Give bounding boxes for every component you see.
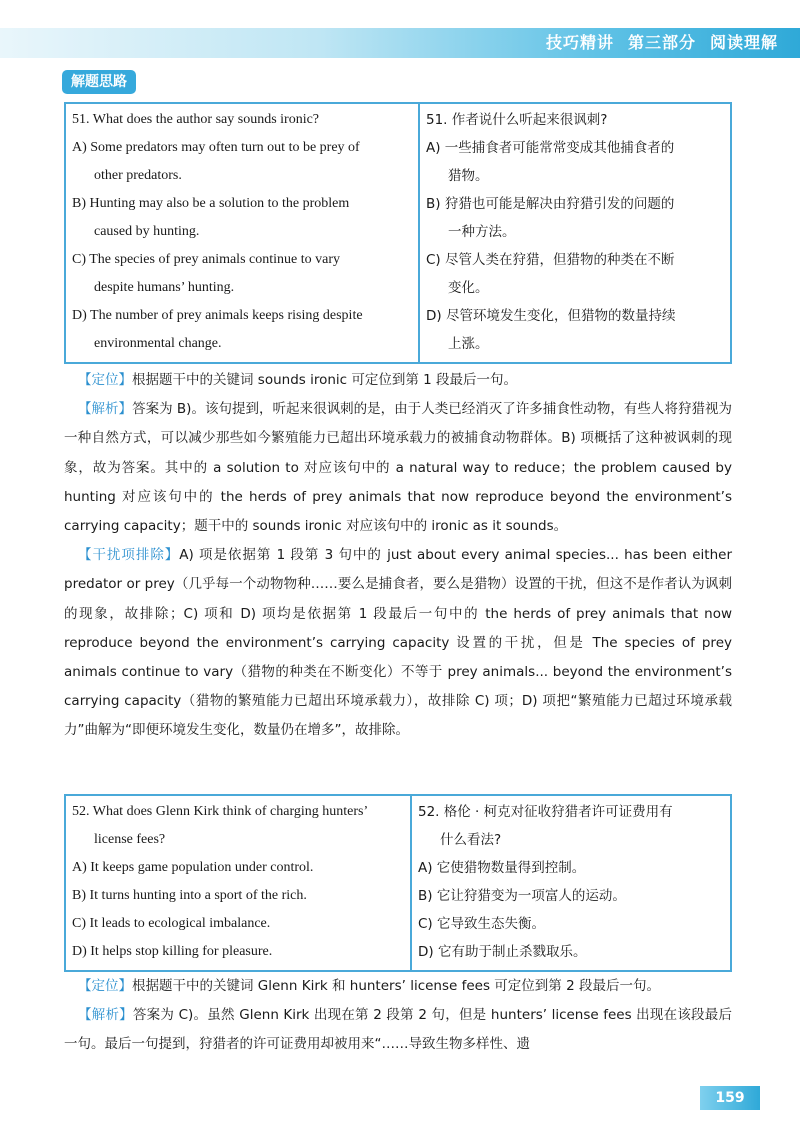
exclude-text: A) 项是依据第 1 段第 3 句中的 just about every animal species... has been either predator or prey（几乎每一个动物物种……要么是捕食者，要么是猎物）设置的干扰，但这不是作者认为讽刺的现象，故排除；C) 项和 D) 项均是依据第 1 段最后一句中的 the herds of prey animals that now reproduce beyond the environment’s carrying capacity 设置的干扰，但是 The species of prey animals continue to vary（猎物的种类在不断变化）不等于 prey animals... beyond the environment’s carrying capacity（猎物的繁殖能力已超出环境承载力），故排除 C) 项；D) 项把“繁殖能力已超过环境承载力”曲解为“即便环境发生变化，数量仍在增多”，故排除。: [64, 547, 732, 739]
option-c-en: C) It leads to ecological imbalance.: [72, 916, 271, 931]
locate-tag: 【定位】: [78, 978, 132, 994]
option-b-zh: B) 狩猎也可能是解决由狩猎引发的问题的: [426, 196, 675, 212]
explain-text: 答案为 B)。该句提到，听起来很讽刺的是，由于人类已经消灭了许多捕食性动物，有些人将狩猎视为一种自然方式，可以减少那些如今繁殖能力已超出环境承载力的被捕食动物群体。B) 项概括了这种被讽刺的现象，故为答案。其中的 a solution to 对应该句中的 a natural way to reduce；the problem caused by hunting 对应该句中的 the herds of prey animals that now reproduce beyond the environment’s carrying capacity；题干中的 sounds ironic 对应该句中的 ironic as it sounds。: [64, 401, 732, 535]
question-52-en-stem-cont: license fees?: [94, 832, 166, 847]
header-part-2: 第三部分: [627, 33, 696, 52]
question-51-en-stem: 51. What does the author say sounds ironic?: [72, 112, 320, 127]
explain-text: 答案为 C)。虽然 Glenn Kirk 出现在第 2 段第 2 句，但是 hunters’ license fees 出现在该段最后一句。最后一句提到，狩猎者的许可证费用却被用来“……导致生物多样性、遗: [64, 1007, 733, 1053]
question-51-table: [64, 102, 732, 364]
question-51-zh-stem: 51. 作者说什么听起来很讽刺?: [426, 112, 608, 128]
analysis-51-block: [64, 366, 732, 746]
locate-paragraph-52: [64, 972, 732, 1001]
question-52-english: [65, 795, 411, 971]
option-d-en-cont: environmental change.: [94, 336, 222, 351]
option-c-en-cont: despite humans’ hunting.: [94, 280, 235, 295]
question-52-en-stem: 52. What does Glenn Kirk think of charging hunters’: [72, 804, 369, 819]
locate-tag: 【定位】: [78, 372, 132, 388]
locate-text: 根据题干中的关键词 Glenn Kirk 和 hunters’ license fees 可定位到第 2 段最后一句。: [132, 978, 660, 994]
question-52-zh-stem: 52. 格伦 · 柯克对征收狩猎者许可证费用有: [418, 804, 673, 820]
option-c-zh-cont: 变化。: [448, 280, 489, 296]
option-a-en: A) It keeps game population under control.: [72, 860, 314, 875]
header-part-3: 阅读理解: [709, 33, 778, 52]
explain-tag: 【解析】: [78, 1007, 133, 1024]
section-label: 解题思路: [62, 70, 136, 94]
option-b-en-cont: caused by hunting.: [94, 224, 200, 239]
option-c-zh: C) 它导致生态失衡。: [418, 916, 545, 932]
explain-tag: 【解析】: [78, 401, 133, 418]
option-b-en: B) Hunting may also be a solution to the problem: [72, 196, 350, 211]
option-c-zh: C) 尽管人类在狩猎，但猎物的种类在不断: [426, 252, 675, 268]
question-52-zh-stem-cont: 什么看法?: [440, 832, 502, 848]
header-title: [532, 30, 778, 56]
option-a-zh: A) 一些捕食者可能常常变成其他捕食者的: [426, 140, 675, 156]
option-c-en: C) The species of prey animals continue to vary: [72, 252, 340, 267]
option-a-en-cont: other predators.: [94, 168, 182, 183]
exclude-tag: 【干扰项排除】: [78, 547, 180, 564]
option-a-zh-cont: 猎物。: [448, 168, 489, 184]
option-b-en: B) It turns hunting into a sport of the rich.: [72, 888, 307, 903]
option-d-zh-cont: 上涨。: [448, 336, 489, 352]
question-51-chinese: [419, 103, 731, 363]
exclude-paragraph-51: [64, 541, 732, 745]
question-52-chinese: [411, 795, 731, 971]
option-d-zh: D) 它有助于制止杀戮取乐。: [418, 944, 587, 960]
explain-paragraph-51: [64, 395, 732, 541]
header-part-1: 技巧精讲: [545, 33, 614, 52]
page-number: 159: [700, 1086, 760, 1110]
option-a-zh: A) 它使猎物数量得到控制。: [418, 860, 586, 876]
option-d-en: D) The number of prey animals keeps rising despite: [72, 308, 363, 323]
option-a-en: A) Some predators may often turn out to be prey of: [72, 140, 360, 155]
analysis-52-block: [64, 972, 732, 1060]
question-52-table: [64, 794, 732, 972]
locate-text: 根据题干中的关键词 sounds ironic 可定位到第 1 段最后一句。: [132, 372, 518, 388]
explain-paragraph-52: [64, 1001, 732, 1059]
option-b-zh-cont: 一种方法。: [448, 224, 516, 240]
option-b-zh: B) 它让狩猎变为一项富人的运动。: [418, 888, 626, 904]
question-51-english: [65, 103, 419, 363]
option-d-zh: D) 尽管环境发生变化，但猎物的数量持续: [426, 308, 676, 324]
locate-paragraph-51: [64, 366, 732, 395]
option-d-en: D) It helps stop killing for pleasure.: [72, 944, 273, 959]
